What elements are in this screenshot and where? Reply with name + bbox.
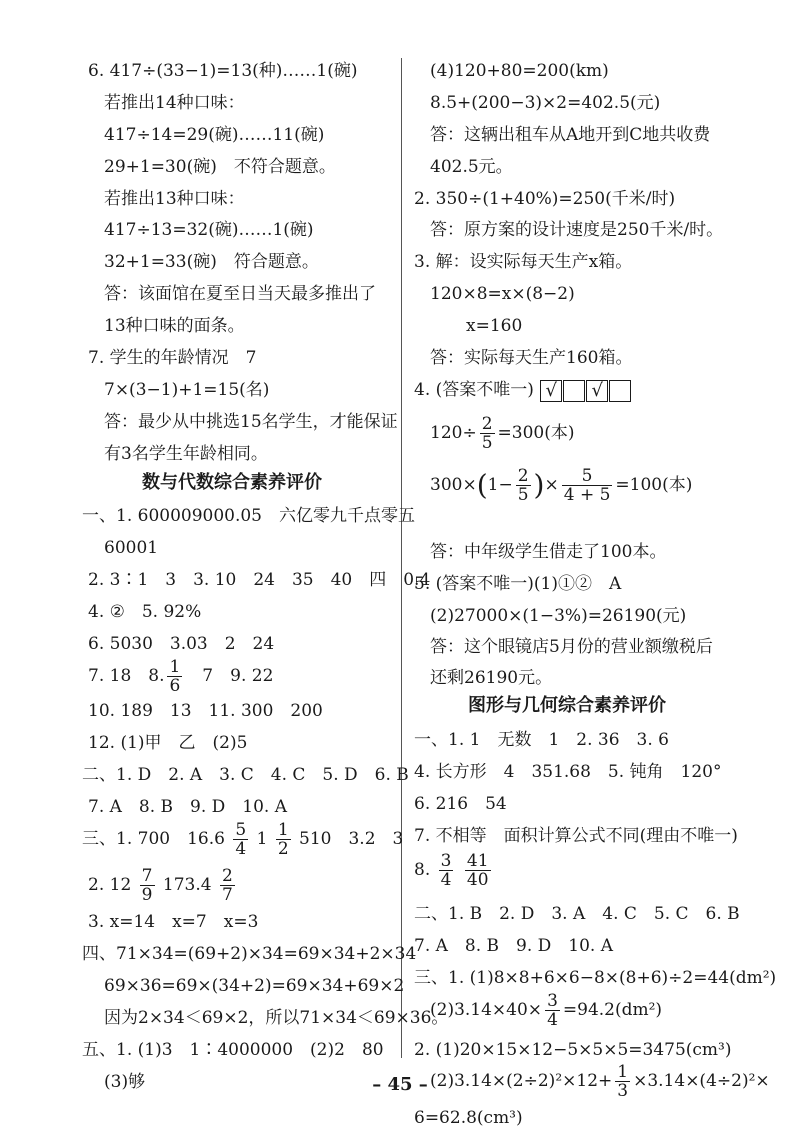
answer-text: ×3.14×(4÷2)²× [633, 1071, 770, 1091]
answer-line: 7. 不相等 面积计算公式不同(理由不唯一) [414, 826, 738, 846]
answer-line: 417÷13=32(碗)……1(碗) [104, 220, 314, 240]
answer-line: 5. (答案不唯一)(1)①② A [414, 574, 622, 594]
answer-line: 417÷14=29(碗)……11(碗) [104, 125, 325, 145]
answer-line: (3)够 [104, 1072, 146, 1092]
answer-line: 402.5元。 [430, 157, 513, 177]
answer-line: 一、1. 600009000.05 六亿零九千点零五 [82, 506, 416, 526]
fraction-numerator: 41 [466, 851, 489, 871]
answer-line [414, 379, 631, 402]
fraction [233, 821, 248, 858]
answer-line [430, 992, 662, 1029]
answer-line: 6. 5030 3.03 2 24 [88, 634, 275, 654]
fraction [167, 658, 182, 695]
fraction-numerator: 1 [617, 1062, 629, 1082]
fraction [480, 415, 495, 452]
fraction-denominator: 4 [235, 839, 247, 859]
answer-line: 三、1. (1)8×8+6×6−8×(8+6)÷2=44(dm²) [414, 968, 777, 988]
answer-line: 四、71×34=(69+2)×34=69×34+2×34 [82, 944, 417, 964]
answer-line: 13种口味的面条。 [104, 316, 245, 336]
fraction-denominator: 4 [440, 870, 452, 890]
answer-line: 答：该面馆在夏至日当天最多推出了 [104, 284, 376, 304]
fraction-denominator: 4 [547, 1010, 558, 1030]
answer-text: 4. (答案不唯一) [414, 380, 534, 400]
answer-line: 若推出13种口味： [104, 189, 245, 209]
fraction-denominator: 40 [466, 870, 489, 890]
answer-line: 3. 解：设实际每天生产x箱。 [414, 252, 633, 272]
answer-line: 3. x=14 x=7 x=3 [88, 912, 259, 932]
fraction-denominator: 3 [617, 1081, 629, 1101]
fraction [276, 821, 291, 858]
fraction-numerator: 3 [547, 991, 558, 1011]
answer-text: 300× [430, 475, 477, 495]
answer-line: 7×(3−1)+1=15(名) [104, 380, 270, 400]
fraction-denominator: 5 [481, 433, 493, 453]
fraction-numerator: 1 [277, 820, 289, 840]
fraction [220, 867, 235, 904]
answer-line: 答：实际每天生产160箱。 [430, 348, 633, 368]
check-box [609, 380, 631, 402]
fraction-denominator: 6 [169, 676, 181, 696]
answer-line: 29+1=30(碗) 不符合题意。 [104, 157, 336, 177]
answer-text: 510 3.2 3 [299, 829, 404, 849]
answer-line: 4. ② 5. 92% [88, 602, 202, 622]
answer-line: 69×36=69×(34+2)=69×34+69×2 [104, 976, 405, 996]
answer-line: 4. 长方形 4 351.68 5. 钝角 120° [414, 762, 722, 782]
fraction-numerator: 2 [481, 414, 493, 434]
answer-text: 8. [414, 860, 431, 880]
answer-line: 60001 [104, 538, 159, 558]
answer-line: 有3名学生年龄相同。 [104, 444, 268, 464]
answer-line: 120×8=x×(8−2) [430, 284, 575, 304]
fraction-denominator: 4 + 5 [563, 485, 611, 505]
answer-line: 二、1. B 2. D 3. A 4. C 5. C 6. B [414, 904, 740, 924]
check-box: √ [540, 380, 562, 402]
fraction-denominator: 9 [141, 885, 153, 905]
answer-line: 答：中年级学生借走了100本。 [430, 542, 667, 562]
answer-text: 173.4 [162, 875, 212, 895]
column-divider [401, 58, 402, 1058]
answer-line: 答：最少从中挑选15名学生，才能保证 [104, 412, 398, 432]
answer-line [82, 821, 403, 858]
fraction [465, 852, 491, 889]
left-paren: ( [476, 468, 488, 502]
fraction [140, 867, 155, 904]
fraction-numerator: 5 [562, 467, 613, 486]
answer-line [414, 852, 494, 889]
answer-text: =100(本) [615, 475, 693, 495]
answer-text: =94.2(dm²) [562, 1000, 663, 1020]
fraction-numerator: 7 [141, 866, 153, 886]
check-box: √ [586, 380, 608, 402]
answer-line: 32+1=33(碗) 符合题意。 [104, 252, 319, 272]
answer-line: 6=62.8(cm³) [414, 1108, 523, 1128]
answer-text: 7 9. 22 [185, 666, 274, 686]
answer-line: 五、1. (1)3 1∶4000000 (2)2 80 [82, 1040, 384, 1060]
answer-text: (2)3.14×(2÷2)²×12+ [430, 1071, 613, 1091]
answer-text: (2)3.14×40× [430, 1000, 543, 1020]
check-box [563, 380, 585, 402]
fraction [439, 852, 454, 889]
answer-text: =300(本) [497, 423, 575, 443]
page-number: – 45 – [372, 1074, 428, 1095]
answer-line: 7. A 8. B 9. D 10. A [414, 936, 613, 956]
fraction-numerator: 3 [440, 851, 452, 871]
answer-line: 7. 学生的年龄情况 7 [88, 348, 257, 368]
answer-line: 8.5+(200−3)×2=402.5(元) [430, 93, 661, 113]
answer-text: × [544, 475, 559, 495]
fraction [516, 467, 531, 504]
answer-text: 1− [487, 475, 513, 495]
right-paren: ) [533, 468, 545, 502]
answer-text: 120÷ [430, 423, 477, 443]
answer-line: 一、1. 1 无数 1 2. 36 3. 6 [414, 730, 669, 750]
answer-line: 7. A 8. B 9. D 10. A [88, 797, 287, 817]
fraction [545, 992, 560, 1029]
fraction-numerator: 2 [517, 466, 529, 486]
fraction-numerator: 1 [169, 657, 181, 677]
answer-text: 1 [256, 829, 268, 849]
fraction-denominator: 2 [277, 839, 289, 859]
answer-line: 还剩26190元。 [430, 668, 553, 688]
answer-line: 答：这个眼镜店5月份的营业额缴税后 [430, 637, 713, 657]
fraction-denominator: 7 [221, 885, 233, 905]
answer-line: 若推出14种口味： [104, 93, 245, 113]
answer-line [88, 867, 238, 904]
answer-text: 三、1. 700 16.6 [82, 829, 225, 849]
section-title: 数与代数综合素养评价 [142, 472, 322, 493]
answer-text: 7. 18 8. [88, 666, 165, 686]
answer-line: 12. (1)甲 乙 (2)5 [88, 733, 248, 753]
answer-line: 因为2×34＜69×2，所以71×34＜69×36。 [104, 1008, 449, 1028]
answer-line: 6. 216 54 [414, 794, 507, 814]
fraction [562, 467, 613, 504]
fraction-denominator: 5 [517, 485, 529, 505]
section-title: 图形与几何综合素养评价 [468, 695, 666, 716]
answer-line: (2)27000×(1−3%)=26190(元) [430, 606, 687, 626]
answer-line [88, 658, 273, 695]
answer-line: x=160 [466, 316, 523, 336]
answer-line: 2. 3∶1 3 3. 10 24 35 40 四 0.4 [88, 570, 431, 590]
answer-line: 6. 417÷(33−1)=13(种)……1(碗) [88, 61, 358, 81]
answer-text: 2. 12 [88, 875, 132, 895]
answer-line [430, 415, 575, 452]
fraction-numerator: 2 [221, 866, 233, 886]
answer-line: 10. 189 13 11. 300 200 [88, 701, 323, 721]
answer-line: (4)120+80=200(km) [430, 61, 609, 81]
fraction-numerator: 5 [235, 820, 247, 840]
answer-line: 二、1. D 2. A 3. C 4. C 5. D 6. B [82, 765, 409, 785]
answer-line: 2. (1)20×15×12−5×5×5=3475(cm³) [414, 1040, 732, 1060]
answer-line: 答：原方案的设计速度是250千米/时。 [430, 220, 724, 240]
answer-line: 答：这辆出租车从A地开到C地共收费 [430, 125, 711, 145]
answer-line: 2. 350÷(1+40%)=250(千米/时) [414, 189, 676, 209]
answer-line [430, 467, 692, 504]
